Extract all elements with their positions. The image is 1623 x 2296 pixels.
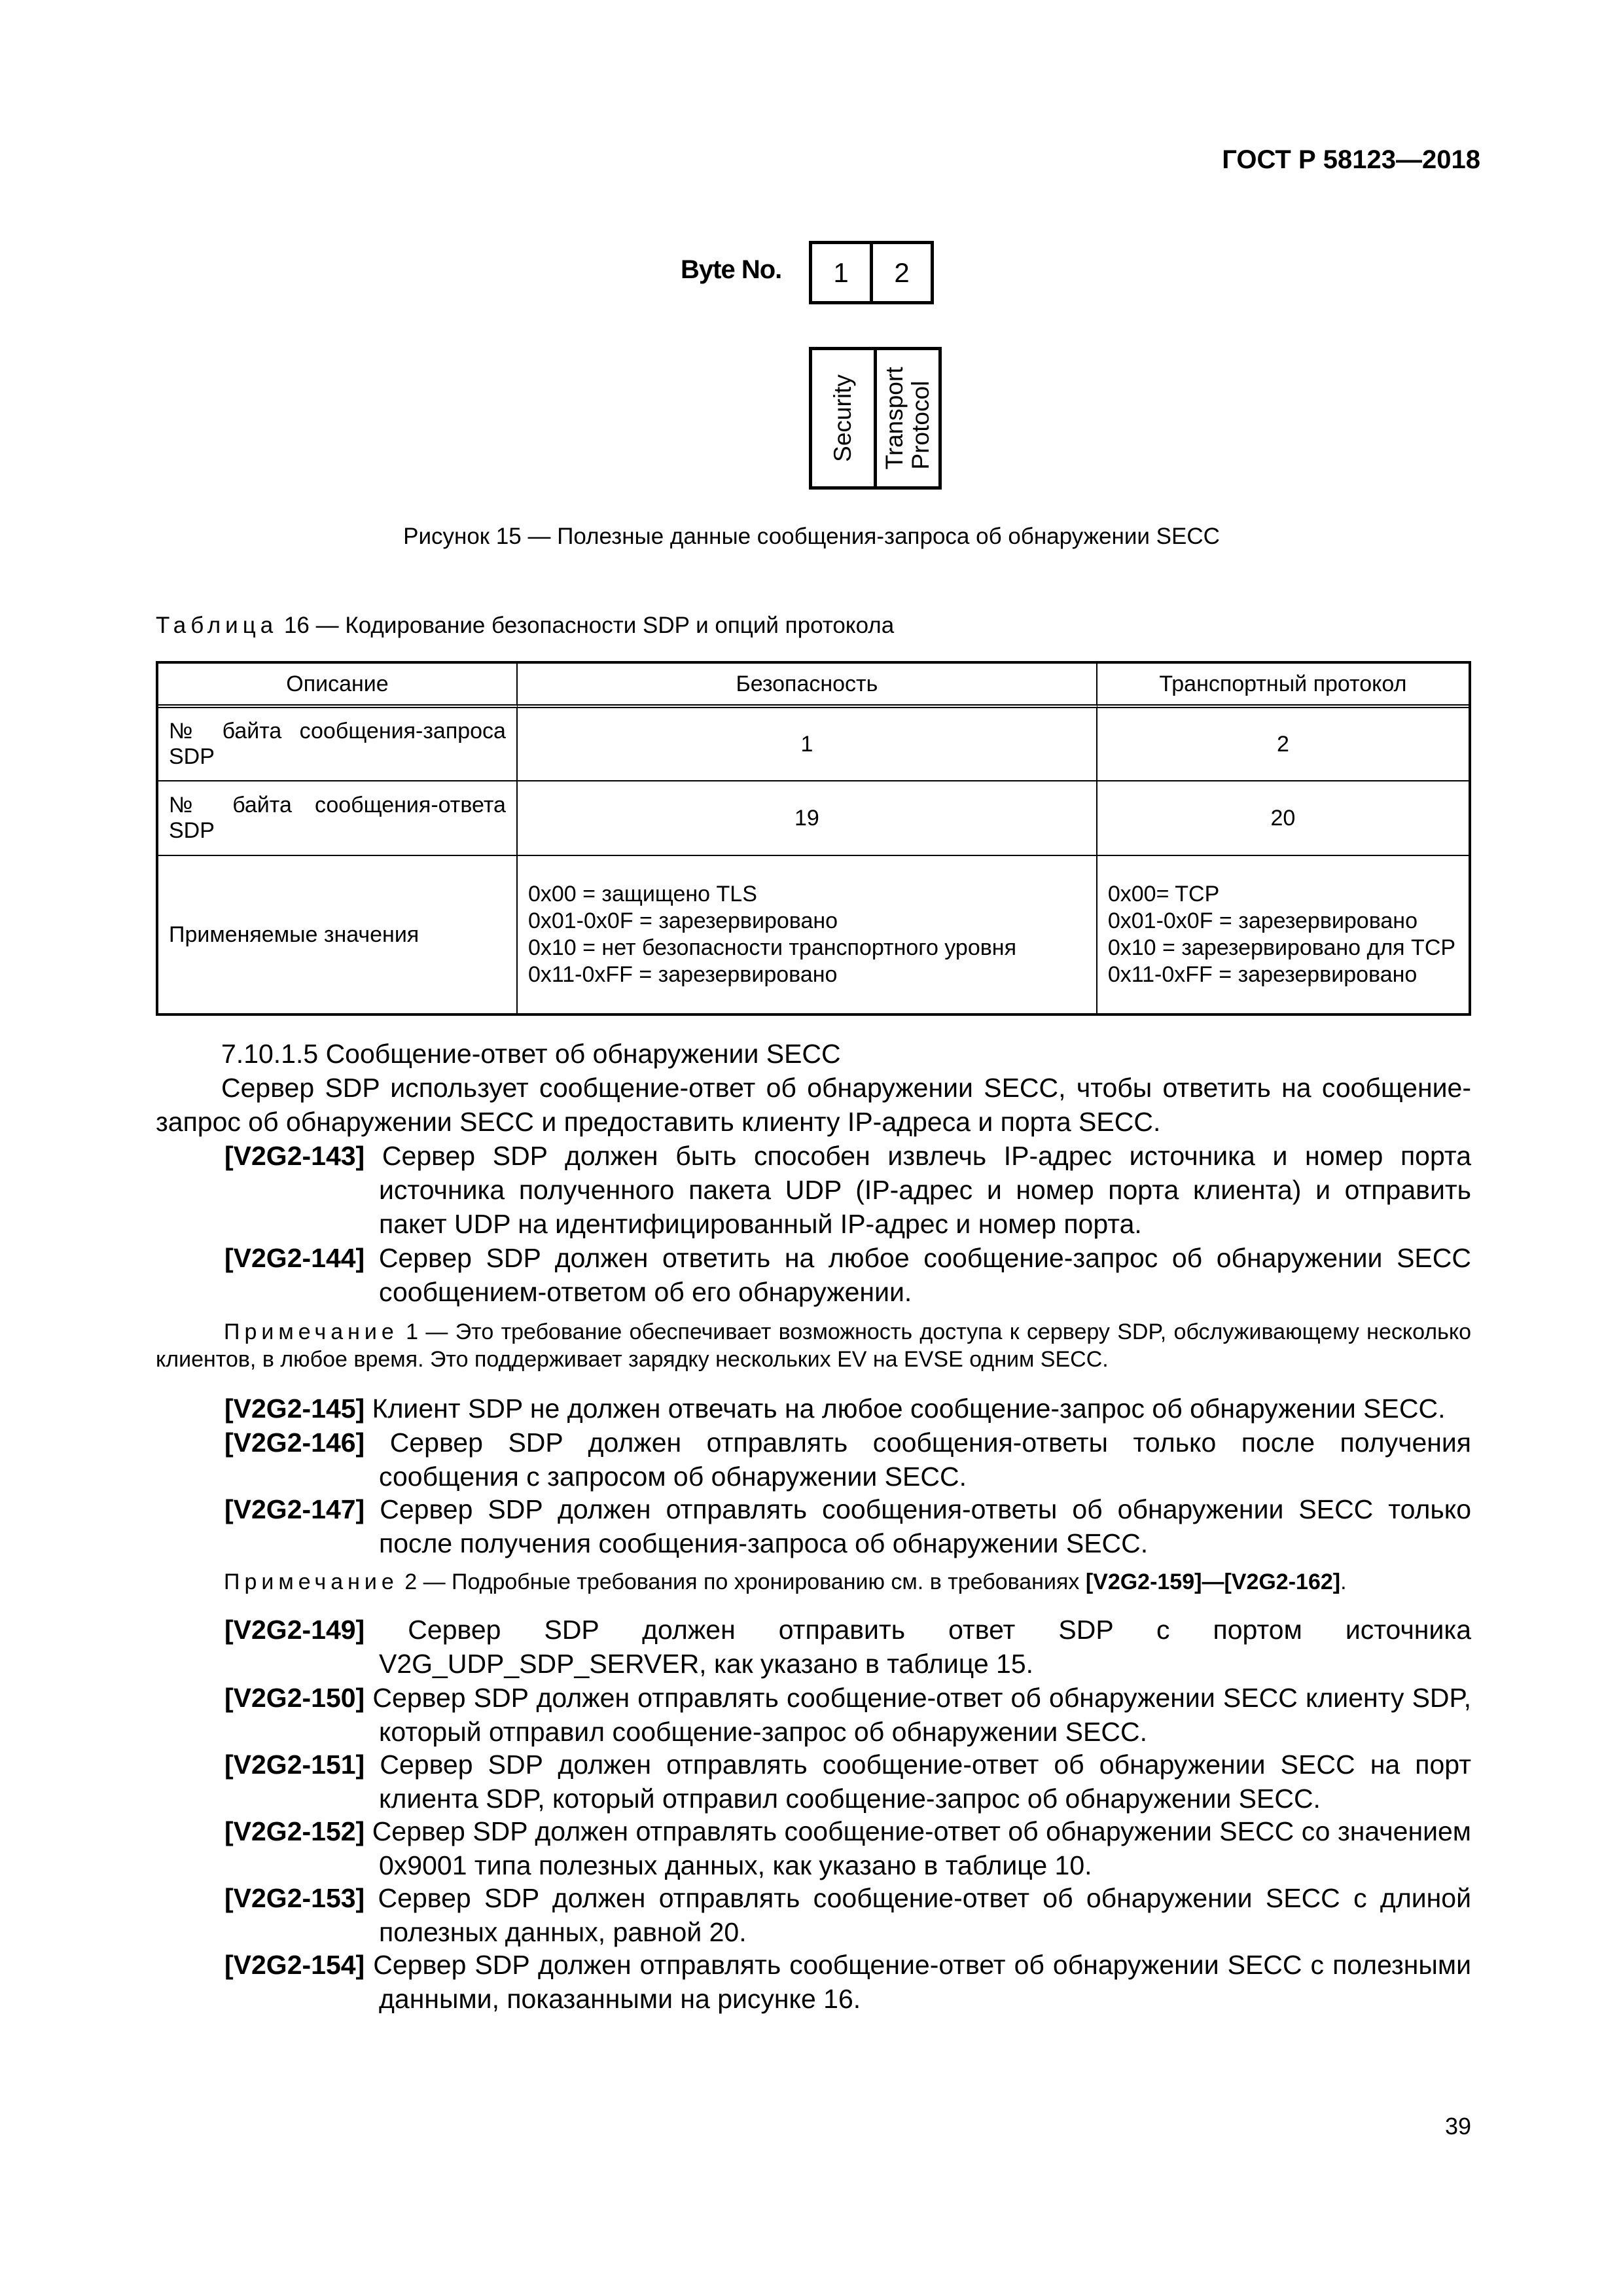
table-cell: [1097, 856, 1469, 1013]
requirement-text: Сервер SDP должен быть способен извлечь IP-адрес источника и номер порта источника полученного пакета UDP (IP-адрес и номер порта клиента) и отправить пакет UDP на идентифицированный IP-адрес и номер порта.: [379, 1141, 1471, 1239]
table-cell: № байта сообщения-запроса SDP: [158, 708, 518, 781]
value-line: 0x11-0xFF = зарезервировано: [527, 962, 838, 987]
requirement-text: Сервер SDP должен ответить на любое сообщение-запрос об обнаружении SECC сообщением-ответом об его обнаружении.: [378, 1243, 1471, 1307]
table-row: [158, 856, 1469, 1013]
note-end: .: [1340, 1570, 1347, 1594]
requirement-id: [V2G2-149]: [224, 1615, 365, 1645]
value-line: 0x00 = защищено TLS: [527, 882, 757, 906]
requirement-id: [V2G2-144]: [224, 1243, 365, 1273]
requirement-151: [224, 1748, 1471, 1816]
field-transport-protocol: [874, 347, 942, 490]
table-cell: Применяемые значения: [158, 856, 518, 1013]
table-row: [158, 708, 1469, 781]
value-line: 0x11-0xFF = зарезервировано: [1107, 962, 1418, 987]
byte-number-1: 1: [809, 241, 873, 304]
requirement-text: Сервер SDP должен отправлять сообщения-ответы только после получения сообщения с запросом об обнаружении SECC.: [379, 1427, 1471, 1492]
table-cell: 20: [1097, 781, 1469, 856]
requirement-147: [224, 1492, 1471, 1560]
requirement-id: [V2G2-146]: [224, 1427, 365, 1458]
note-reference: [V2G2-159]—[V2G2-162]: [1085, 1570, 1341, 1594]
note-text: 2 — Подробные требования по хронированию см. в требованиях: [398, 1570, 1086, 1594]
byte-number-label: Byte No.: [681, 255, 782, 284]
table-title: [156, 613, 894, 639]
page-number: 39: [1444, 2113, 1471, 2140]
requirement-id: [V2G2-150]: [224, 1683, 365, 1713]
table-title-text: 16 — Кодирование безопасности SDP и опций протокола: [277, 613, 895, 638]
requirement-text: Сервер SDP должен отправлять сообщение-ответ об обнаружении SECC на порт клиента SDP, который отправил сообщение-запрос об обнаружении SECC.: [379, 1749, 1471, 1814]
table-cell: [518, 856, 1097, 1013]
requirement-text: Сервер SDP должен отправлять сообщение-ответ об обнаружении SECC с полезными данными, показанными на рисунке 16.: [373, 1950, 1471, 2014]
table-cell: 1: [518, 708, 1097, 781]
value-line: 0x10 = зарезервировано для TCP: [1107, 935, 1456, 960]
requirement-id: [V2G2-143]: [224, 1141, 365, 1171]
table-cell: 2: [1097, 708, 1469, 781]
requirement-id: [V2G2-151]: [224, 1749, 365, 1780]
requirement-id: [V2G2-145]: [224, 1393, 365, 1424]
requirement-text: Сервер SDP должен отправлять сообщение-ответ об обнаружении SECC со значением 0x9001 типа полезных данных, как указано в таблице 10.: [372, 1816, 1471, 1880]
requirement-145: [224, 1391, 1471, 1426]
note-text: 1 — Это требование обеспечивает возможность доступа к серверу SDP, обслуживающему несколько клиентов, в любое время. Это поддерживает зарядку нескольких EV на EVSE одним SECC.: [156, 1319, 1471, 1372]
requirement-id: [V2G2-154]: [224, 1950, 365, 1980]
requirement-text: Сервер SDP должен отправлять сообщения-ответы об обнаружении SECC только после получения сообщения-запроса об обнаружении SECC.: [379, 1494, 1471, 1558]
requirement-id: [V2G2-152]: [224, 1816, 365, 1846]
value-line: 0x01-0x0F = зарезервировано: [527, 908, 838, 933]
note-2: [224, 1568, 1471, 1596]
requirement-152: [224, 1814, 1471, 1882]
requirement-text: Сервер SDP должен отправлять сообщение-ответ об обнаружении SECC клиенту SDP, который отправил сообщение-запрос об обнаружении SECC.: [372, 1683, 1471, 1747]
table-cell: 19: [518, 781, 1097, 856]
table-header-row: [158, 664, 1469, 708]
field-security-label: Security: [829, 374, 856, 462]
table-header-cell: Безопасность: [518, 664, 1097, 708]
requirement-text: Сервер SDP должен отправить ответ SDP с портом источника V2G_UDP_SDP_SERVER, как указано в таблице 15.: [379, 1615, 1471, 1679]
requirement-146: [224, 1426, 1471, 1494]
table-title-label: Таблица: [156, 613, 278, 638]
note-1: [156, 1318, 1471, 1373]
requirement-id: [V2G2-153]: [224, 1883, 365, 1913]
requirement-text: Клиент SDP не должен отвечать на любое сообщение-запрос об обнаружении SECC.: [372, 1393, 1446, 1424]
requirement-153: [224, 1881, 1471, 1949]
value-line: 0x10 = нет безопасности транспортного уровня: [527, 935, 1016, 960]
field-transport-protocol-label: Transport Protocol: [881, 367, 934, 470]
note-label: Примечание: [224, 1570, 399, 1594]
requirement-154: [224, 1948, 1471, 2016]
table-row: [158, 781, 1469, 856]
table-header-cell: Транспортный протокол: [1097, 664, 1469, 708]
value-line: 0x01-0x0F = зарезервировано: [1107, 908, 1418, 933]
section-intro: Сервер SDP использует сообщение-ответ об обнаружении SECC, чтобы ответить на сообщение-запрос об обнаружении SECC и предоставить клиенту IP-адреса и порта SECC.: [156, 1073, 1471, 1137]
requirement-150: [224, 1681, 1471, 1749]
field-security: [809, 347, 877, 490]
requirement-144: [224, 1241, 1471, 1309]
note-label: Примечание: [224, 1319, 399, 1344]
requirement-149: [224, 1613, 1471, 1681]
figure-caption: Рисунок 15 — Полезные данные сообщения-запроса об обнаружении SECC: [403, 524, 1220, 549]
document-header: ГОСТ Р 58123—2018: [1222, 145, 1480, 174]
requirement-id: [V2G2-147]: [224, 1494, 365, 1524]
table-header-cell: Описание: [158, 664, 518, 708]
value-line: 0x00= TCP: [1107, 882, 1220, 906]
sdp-coding-table: [156, 661, 1471, 1016]
table-cell: № байта сообщения-ответа SDP: [158, 781, 518, 856]
section-heading: 7.10.1.5 Сообщение-ответ об обнаружении SECC: [221, 1039, 841, 1069]
requirement-143: [224, 1139, 1471, 1241]
requirement-text: Сервер SDP должен отправлять сообщение-ответ об обнаружении SECC с длиной полезных данных, равной 20.: [378, 1883, 1471, 1947]
byte-number-2: 2: [870, 241, 934, 304]
